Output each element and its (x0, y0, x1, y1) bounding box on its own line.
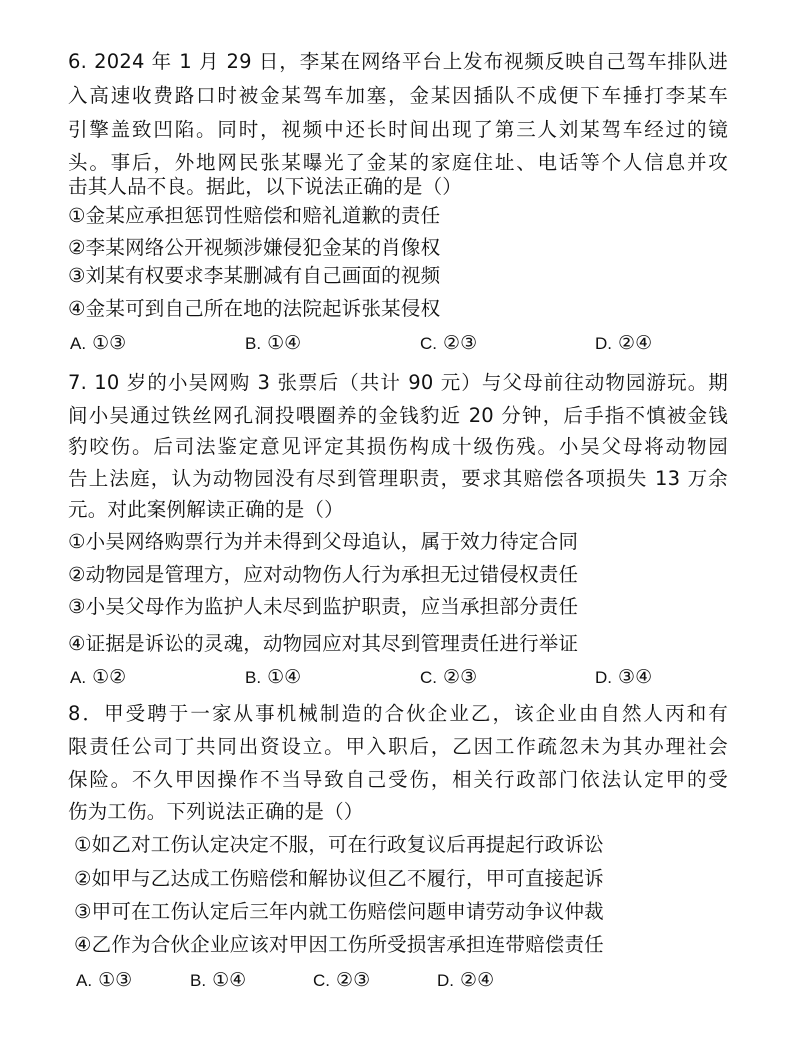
question-6-option-c (420, 327, 477, 360)
option-letter: A. (76, 971, 93, 990)
question-8-option-b (190, 964, 246, 997)
option-letter: A. (70, 668, 87, 687)
option-value: ①④ (267, 332, 302, 354)
option-letter: D. (595, 668, 612, 687)
question-7-option-d (595, 661, 652, 694)
question-7-option-c (420, 661, 477, 694)
question-6-statement: ②李某网络公开视频涉嫌侵犯金某的肖像权 (68, 236, 441, 259)
question-7-stem-line: 间小吴通过铁丝网孔洞投喂圈养的金钱豹近 20 分钟，后手指不慎被金钱 (68, 404, 728, 427)
question-8-statement: ①如乙对工伤认定决定不服，可在行政复议后再提起行政诉讼 (74, 833, 604, 856)
option-value: ③④ (618, 666, 653, 688)
question-8-option-c (313, 964, 370, 997)
question-6-option-a (70, 327, 126, 360)
question-8-option-d (437, 964, 494, 997)
question-7-stem-line: 豹咬伤。后司法鉴定意见评定其损伤构成十级伤残。小吴父母将动物园 (68, 435, 728, 458)
question-7-stem-line: 告上法庭，认为动物园没有尽到管理职责，要求其赔偿各项损失 13 万余 (68, 467, 728, 490)
option-value: ②④ (618, 332, 653, 354)
question-6-stem-line: 入高速收费路口时被金某驾车加塞，金某因插队不成便下车捶打李某车 (68, 84, 728, 107)
option-value: ②④ (460, 969, 495, 991)
question-8-stem-line: 限责任公司丁共同出资设立。甲入职后，乙因工作疏忽未为其办理社会 (68, 735, 728, 758)
option-letter: D. (437, 971, 454, 990)
question-6-statement: ④金某可到自己所在地的法院起诉张某侵权 (68, 297, 441, 320)
question-8-option-a (76, 964, 132, 997)
question-8-statement: ②如甲与乙达成工伤赔偿和解协议但乙不履行，甲可直接起诉 (74, 867, 604, 890)
option-letter: B. (190, 971, 207, 990)
question-6-stem-line: 头。事后，外地网民张某曝光了金某的家庭住址、电话等个人信息并攻 (68, 151, 728, 174)
option-letter: B. (245, 334, 262, 353)
question-7-option-a (70, 661, 126, 694)
question-6-statement: ①金某应承担惩罚性赔偿和赔礼道歉的责任 (68, 204, 441, 227)
option-value: ②③ (336, 969, 371, 991)
question-6-option-b (245, 327, 301, 360)
question-8-stem-line: 8．甲受聘于一家从事机械制造的合伙企业乙，该企业由自然人丙和有 (68, 702, 728, 725)
question-7-statement: ④证据是诉讼的灵魂，动物园应对其尽到管理责任进行举证 (68, 632, 579, 655)
option-value: ①③ (98, 969, 133, 991)
option-value: ①④ (212, 969, 247, 991)
option-value: ②③ (443, 332, 478, 354)
question-8-stem-line: 伤为工伤。下列说法正确的是（） (68, 800, 364, 823)
question-8-statement: ④乙作为合伙企业应该对甲因工伤所受损害承担连带赔偿责任 (74, 933, 604, 956)
option-value: ①② (92, 666, 127, 688)
option-value: ①④ (267, 666, 302, 688)
option-letter: C. (420, 334, 437, 353)
question-6-stem-line: 引擎盖致凹陷。同时，视频中还长时间出现了第三人刘某驾车经过的镜 (68, 118, 728, 141)
question-7-statement: ②动物园是管理方，应对动物伤人行为承担无过错侵权责任 (68, 563, 579, 586)
question-7-statement: ①小吴网络购票行为并未得到父母追认，属于效力待定合同 (68, 530, 579, 553)
question-8-stem-line: 保险。不久甲因操作不当导致自己受伤，相关行政部门依法认定甲的受 (68, 768, 728, 791)
option-letter: A. (70, 334, 87, 353)
question-7-stem-line: 元。对此案例解读正确的是（） (68, 498, 344, 521)
question-6-statement: ③刘某有权要求李某删减有自己画面的视频 (68, 264, 441, 287)
option-letter: C. (420, 668, 437, 687)
question-6-option-d (595, 327, 652, 360)
option-letter: B. (245, 668, 262, 687)
option-value: ②③ (443, 666, 478, 688)
question-7-stem-line: 7. 10 岁的小吴网购 3 张票后（共计 90 元）与父母前往动物园游玩。期 (68, 371, 728, 394)
question-6-stem-line: 6. 2024 年 1 月 29 日，李某在网络平台上发布视频反映自己驾车排队进 (68, 50, 728, 73)
question-6-stem-line: 击其人品不良。据此，以下说法正确的是（） (68, 175, 463, 198)
question-7-option-b (245, 661, 301, 694)
option-value: ①③ (92, 332, 127, 354)
question-7-statement: ③小吴父母作为监护人未尽到监护职责，应当承担部分责任 (68, 595, 579, 618)
option-letter: D. (595, 334, 612, 353)
option-letter: C. (313, 971, 330, 990)
question-8-statement: ③甲可在工伤认定后三年内就工伤赔偿问题申请劳动争议仲裁 (74, 900, 604, 923)
